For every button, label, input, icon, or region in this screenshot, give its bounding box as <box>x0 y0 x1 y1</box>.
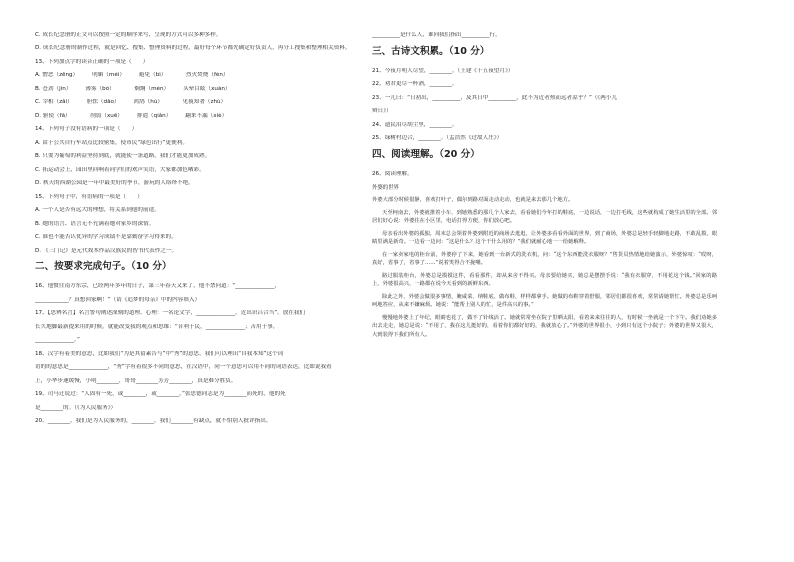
section-heading: 三、古诗文积累。（10 分） <box>372 45 490 57</box>
text-line: 语的的意思是______________，“秀”字有着很多不同的意思，在汉语中，同一个意思可以用不同的词语表达，比如说我看 <box>35 364 332 371</box>
question-14: 14、下列句子没有语病的一项是（ ） <box>35 126 138 133</box>
passage-paragraph: 路过服装柜台，外婆总是摸摸这件，看看那件，却从来舍不得买。母亲要给她买，她总是摆摆手说：“我有衣服穿，不用花这个钱。”回家的路上，外婆很高兴，一路都在说今天看到的新鲜东西。 <box>372 272 717 288</box>
passage-paragraph: 外婆大部分时候很静，喜欢打叶子，偶尔到路对面走动走动，也就是来去那几个地方。 <box>372 197 574 204</box>
text-line: 上，小华步速缓慢，小明________，哥哥________芳芳________，真是难分胜负。 <box>35 377 237 384</box>
question-25: 25、绿树村边合，________。（孟浩然《过故人庄》） <box>372 135 503 142</box>
option-a: A. 由于公共自行车站点比较密集，使市民“绿色出行”更便利。 <box>35 139 188 146</box>
option-b: B. 只要为葡萄的利益坚持到底，就能使一条道路，我们才能更加成熟。 <box>35 153 211 160</box>
text-line: 是________的。（《为人民服务》） <box>35 404 117 411</box>
passage-paragraph: 天至柯南去，外婆就推着小车，到她熟悉的那几个人家去，看看她们今年打的鞋底，一边说话，一边打毛线，这些就构成了她生活里的全部。邻居们好心说：外婆住在小区里，电话打得方便，你们放心吧。 <box>372 209 717 225</box>
passage-paragraph: 母亲看出外婆的孤独，周末总会领着外婆到附近的商场去逛逛，让外婆多看看外面的世界，到了商场，外婆总是轻手轻脚地走路，不敢乱摸，眼睛里满是新奇。一边看一边问：“这是什么？这个干什么用的？”我们就耐心地一一给她解释。 <box>372 230 717 246</box>
right-column <box>372 32 717 339</box>
passage-paragraph: 在一家卖家电的柜台前，外婆停了下来，她看到一台新式的洗衣机，问：“这个东西能洗衣服呀？”售货员热情地给她演示，外婆惊叹：“哎呀，真好，省事了，省事了……”说着笑得合不拢嘴。 <box>372 251 717 267</box>
question-23: 23、一儿曰：“日初出，__________，及其日中__________，此不为近者热而远者凉乎？”（《两小儿 <box>372 94 618 101</box>
passage-paragraph: 除此之外，外婆会做很多事情，腌咸菜、纳鞋底、做布鞋，样样都拿手。她做的布鞋穿着舒服，邻居们都很喜欢，常常请她帮忙。外婆总是乐呵呵地答应，从来不嫌麻烦。她说：“能帮上别人的忙，是件高兴的事。” <box>372 293 717 309</box>
passage-title: 外婆的世界 <box>372 185 399 192</box>
option-c: C. 拓运动会上，园田里回响着同学们的欢声笑语，大家都加色晒彩。 <box>35 166 205 173</box>
option-b: B. 她的语言、语言无不充满着她对家乡的深情。 <box>35 220 155 227</box>
text-line: 辩日》） <box>372 108 392 115</box>
question-18: 18、汉字有着美的意思，比如我们“为是其留素告与”中“秀”的意思，我们可以理出“自我本知”这个词 <box>35 350 284 357</box>
text-line: 长久地脚最新提来用的时候，就能改变我的观点和思维：“昔利于民，______________；苦用于事， <box>35 323 279 330</box>
text-line: ____________？真想回家啊！”（请《追梦的母亲》中的内容填入） <box>35 296 201 303</box>
question-15: 15、下列句子中，有语病的一项是（ ） <box>35 193 143 200</box>
question-20: 20、________，我们是为人民服务的，________，我们________有缺点，就不怕别人批评指出。 <box>35 418 272 425</box>
option-c: C. 宰相（zǎi） 胆怯（dǎo） 鸿鹄（hú） 见藐知著（zhù） <box>35 99 227 106</box>
left-column <box>35 32 380 432</box>
option-b: B. 苍劲（jìn） 薄雾（bó） 炯炯（mén） 头晕目眩（xuàn） <box>35 85 231 92</box>
question-22: 22、劝君更尽一杯酒，________。 <box>372 81 458 88</box>
option-d: D. 《三门记》是元代戏本作品汉族民的智书代表作之一。 <box>35 247 178 254</box>
text-line: ______________。” <box>35 337 80 344</box>
question-24: 24、遗民泪尽胡尘里，________。 <box>372 121 458 128</box>
section-heading: 二、按要求完成句子。（10 分） <box>35 261 172 273</box>
option-d: D. 驱使（fā） 削弱（xuē） 排遣（qiǎn） 翻来不漏（xiè） <box>35 112 228 119</box>
option-c: C. 谁也不能否认优异的学习成绩不是靠勤奋学习得来的。 <box>35 234 177 241</box>
text-line: C. 成长纪念册的正文可以按照一定的顺序来写，呈现的方式可以多种多样。 <box>35 32 222 38</box>
option-a: A. 憎恶（zēng） 明媚（méi） 避免（bì） 烈火焚烧（fén） <box>35 72 229 79</box>
passage-paragraph: 慢慢地外婆上了年纪，眼睛也花了，做不了针线活了。她就常常坐在院子里晒太阳，看着来来往往的人，有时候一坐就是一个下午。我们劝她多出去走走，她总是说：“不用了，我在这儿挺好的，看着你们都好好的，我就放心了。”外婆的世界很小，小到只有这个小院子；外婆的世界又很大，大到装得下我们所有人。 <box>372 314 717 338</box>
question-21: 21、今夜月明人尽望，________。（王建《十五夜望月》） <box>372 67 514 74</box>
section-heading: 四、阅读理解。（20 分） <box>372 148 480 160</box>
text-line: D. 成长纪念册的制作过程，就是回忆、搜集、整理资料的过程，最好每个环节都先确定好负责人，再分工搜集和整理相关资料。 <box>35 45 351 52</box>
question-26: 26、阅读理解。 <box>372 170 413 177</box>
text-line: __________是什么人，谁向我们指出__________行。 <box>372 32 501 38</box>
question-17: 17、【思辨名言】名言警句阐述深刻的道理、心理：一名论文字，______________，近出识吕合当”。放在我们 <box>35 310 306 317</box>
option-d: D. 秋天的西湖公园是一年中最美好的季节，游玩的人络绎不绝。 <box>35 180 194 187</box>
question-13: 13、下列加点字的读音正确的一项是（ ） <box>35 58 149 65</box>
option-a: A. 一个人是否有远大的理想，将关系到他的前途。 <box>35 207 160 214</box>
question-16: 16、他惯住南方东宗，已经两年多年的日子，第三年春天又来了，他不禁问道：“______________， <box>35 283 280 290</box>
question-19: 19、司马迁说过：“人固有一死，或________，或________。”张思德同志是为________而死的，他的死 <box>35 391 286 398</box>
